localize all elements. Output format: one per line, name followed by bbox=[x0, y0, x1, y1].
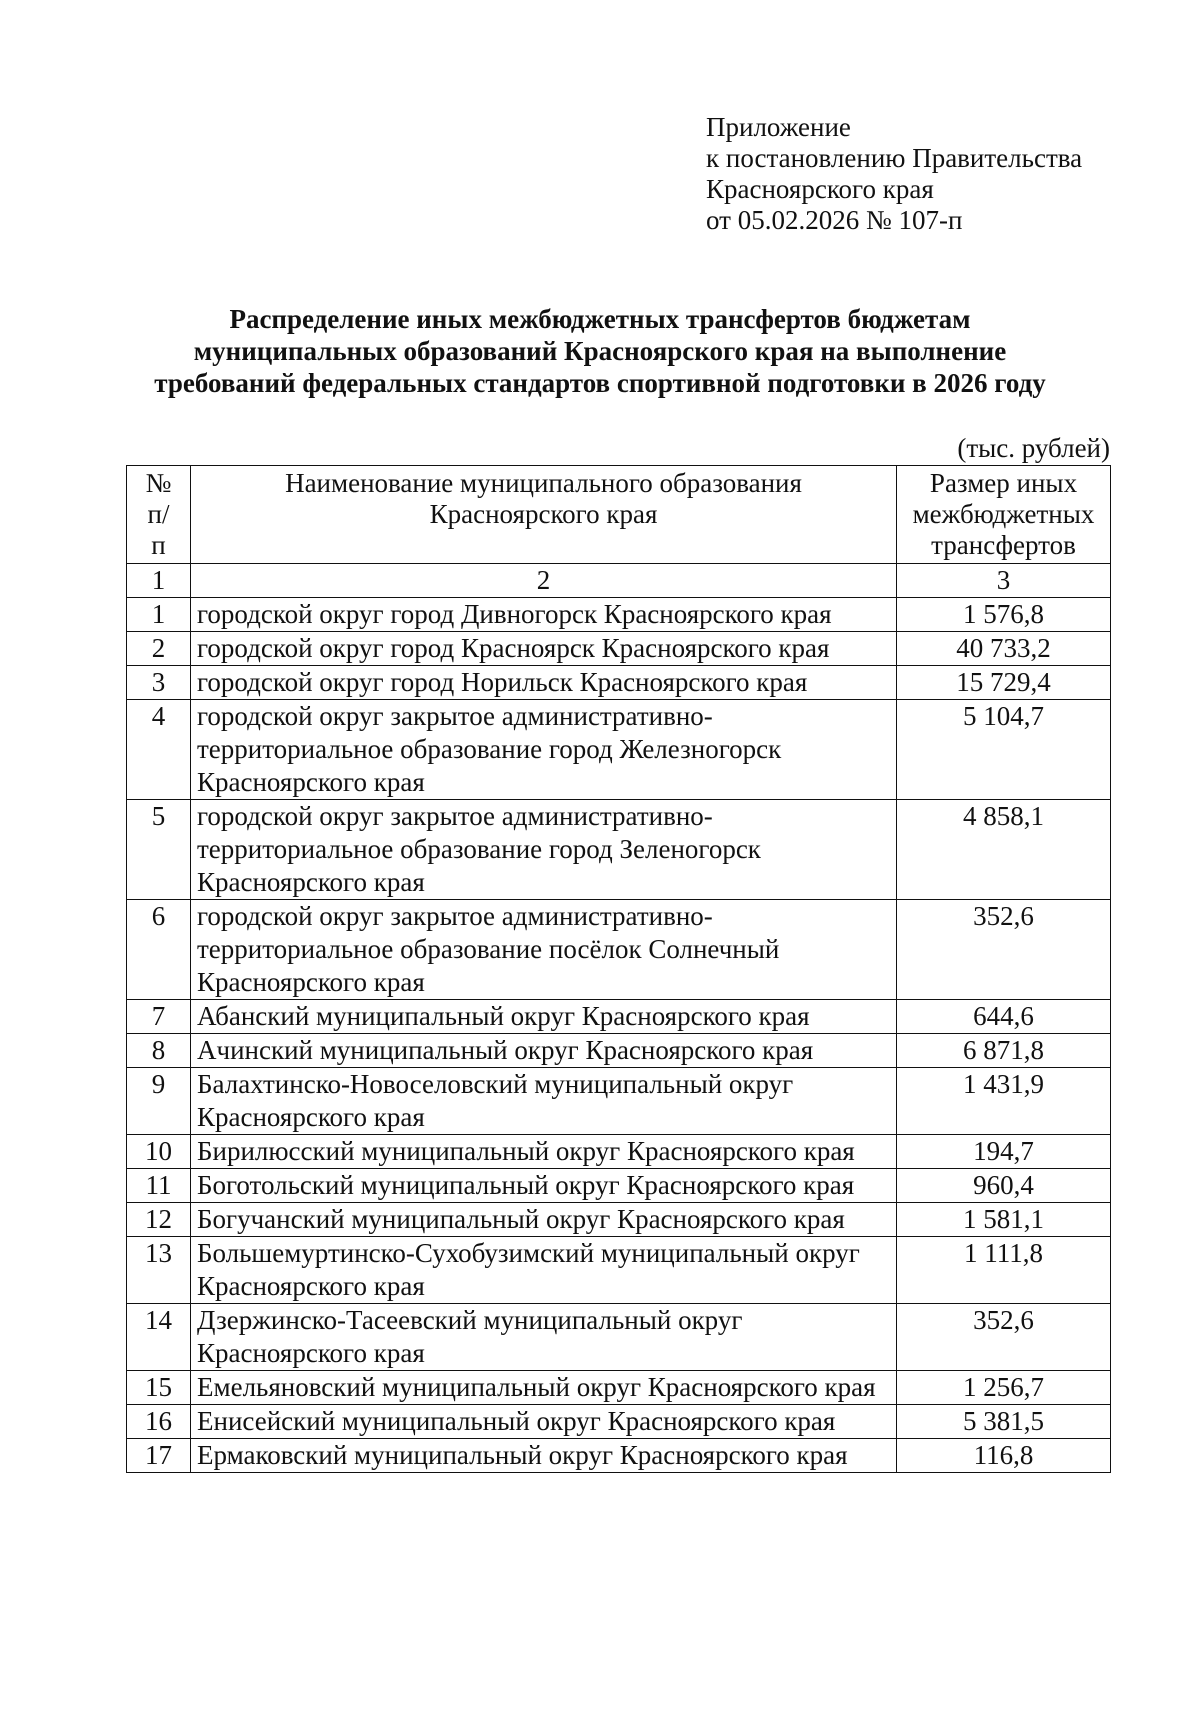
transfer-amount: 1 431,9 bbox=[897, 1068, 1111, 1135]
table-row bbox=[127, 900, 1111, 1000]
row-number: 10 bbox=[127, 1135, 191, 1169]
table-row bbox=[127, 800, 1111, 900]
title-line: требований федеральных стандартов спортивной подготовки в 2026 году bbox=[154, 368, 1046, 398]
transfer-amount: 116,8 bbox=[897, 1439, 1111, 1473]
municipality-name: городской округ город Красноярск Красноярского края bbox=[191, 632, 897, 666]
municipality-name: Емельяновский муниципальный округ Красноярского края bbox=[191, 1371, 897, 1405]
appendix-block bbox=[706, 112, 1082, 236]
appendix-line: от 05.02.2026 № 107-п bbox=[706, 205, 963, 235]
distribution-table bbox=[126, 465, 1111, 1473]
table-row bbox=[127, 1237, 1111, 1304]
table-row bbox=[127, 598, 1111, 632]
transfer-amount: 644,6 bbox=[897, 1000, 1111, 1034]
row-number: 7 bbox=[127, 1000, 191, 1034]
table-row bbox=[127, 666, 1111, 700]
row-number: 16 bbox=[127, 1405, 191, 1439]
row-number: 12 bbox=[127, 1203, 191, 1237]
transfer-amount: 960,4 bbox=[897, 1169, 1111, 1203]
appendix-line: к постановлению Правительства bbox=[706, 143, 1083, 173]
table-row bbox=[127, 1405, 1111, 1439]
row-number: 3 bbox=[127, 666, 191, 700]
transfer-amount: 352,6 bbox=[897, 1304, 1111, 1371]
row-number: 13 bbox=[127, 1237, 191, 1304]
column-number-row bbox=[127, 564, 1111, 598]
municipality-name: городской округ город Норильск Красноярского края bbox=[191, 666, 897, 700]
municipality-name: городской округ закрытое административно-территориальное образование город Железногорск Красноярского края bbox=[191, 700, 897, 800]
municipality-name: Абанский муниципальный округ Красноярского края bbox=[191, 1000, 897, 1034]
transfer-amount: 1 576,8 bbox=[897, 598, 1111, 632]
column-number: 3 bbox=[897, 564, 1111, 598]
table-row bbox=[127, 632, 1111, 666]
table-row bbox=[127, 1169, 1111, 1203]
row-number: 11 bbox=[127, 1169, 191, 1203]
header-name: Наименование муниципального образования Красноярского края bbox=[191, 466, 897, 564]
table-body bbox=[127, 598, 1111, 1473]
municipality-name: Дзержинско-Тасеевский муниципальный округ Красноярского края bbox=[191, 1304, 897, 1371]
municipality-name: Енисейский муниципальный округ Красноярского края bbox=[191, 1405, 897, 1439]
row-number: 5 bbox=[127, 800, 191, 900]
row-number: 1 bbox=[127, 598, 191, 632]
transfer-amount: 194,7 bbox=[897, 1135, 1111, 1169]
transfer-amount: 1 256,7 bbox=[897, 1371, 1111, 1405]
row-number: 4 bbox=[127, 700, 191, 800]
appendix-line: Красноярского края bbox=[706, 174, 934, 204]
row-number: 6 bbox=[127, 900, 191, 1000]
municipality-name: городской округ закрытое административно-территориальное образование город Зеленогорск Красноярского края bbox=[191, 800, 897, 900]
municipality-name: Ермаковский муниципальный округ Красноярского края bbox=[191, 1439, 897, 1473]
row-number: 8 bbox=[127, 1034, 191, 1068]
table-row bbox=[127, 1068, 1111, 1135]
municipality-name: Бирилюсский муниципальный округ Красноярского края bbox=[191, 1135, 897, 1169]
table-header-row bbox=[127, 466, 1111, 564]
row-number: 2 bbox=[127, 632, 191, 666]
row-number: 17 bbox=[127, 1439, 191, 1473]
table-row bbox=[127, 1000, 1111, 1034]
table-row bbox=[127, 1371, 1111, 1405]
transfer-amount: 5 104,7 bbox=[897, 700, 1111, 800]
municipality-name: городской округ город Дивногорск Красноярского края bbox=[191, 598, 897, 632]
municipality-name: Ачинский муниципальный округ Красноярского края bbox=[191, 1034, 897, 1068]
transfer-amount: 352,6 bbox=[897, 900, 1111, 1000]
municipality-name: Балахтинско-Новоселовский муниципальный округ Красноярского края bbox=[191, 1068, 897, 1135]
municipality-name: Боготольский муниципальный округ Красноярского края bbox=[191, 1169, 897, 1203]
table-row bbox=[127, 700, 1111, 800]
table-row bbox=[127, 1135, 1111, 1169]
table-row bbox=[127, 1304, 1111, 1371]
title-line: Распределение иных межбюджетных трансфертов бюджетам bbox=[229, 304, 971, 334]
title-line: муниципальных образований Красноярского края на выполнение bbox=[193, 336, 1007, 366]
municipality-name: Богучанский муниципальный округ Красноярского края bbox=[191, 1203, 897, 1237]
transfer-amount: 4 858,1 bbox=[897, 800, 1111, 900]
table-row bbox=[127, 1034, 1111, 1068]
transfer-amount: 5 381,5 bbox=[897, 1405, 1111, 1439]
column-number: 2 bbox=[191, 564, 897, 598]
document-title bbox=[100, 303, 1100, 399]
municipality-name: городской округ закрытое административно-территориальное образование посёлок Солнечный Красноярского края bbox=[191, 900, 897, 1000]
table-row bbox=[127, 1439, 1111, 1473]
row-number: 15 bbox=[127, 1371, 191, 1405]
appendix-line: Приложение bbox=[706, 112, 851, 142]
units-label: (тыс. рублей) bbox=[957, 433, 1110, 463]
municipality-name: Большемуртинско-Сухобузимский муниципальный округ Красноярского края bbox=[191, 1237, 897, 1304]
transfer-amount: 1 581,1 bbox=[897, 1203, 1111, 1237]
transfer-amount: 40 733,2 bbox=[897, 632, 1111, 666]
transfer-amount: 1 111,8 bbox=[897, 1237, 1111, 1304]
row-number: 14 bbox=[127, 1304, 191, 1371]
transfer-amount: 6 871,8 bbox=[897, 1034, 1111, 1068]
table-row bbox=[127, 1203, 1111, 1237]
header-amount: Размер иных межбюджетных трансфертов bbox=[897, 466, 1111, 564]
header-num: № п/п bbox=[127, 466, 191, 564]
row-number: 9 bbox=[127, 1068, 191, 1135]
column-number: 1 bbox=[127, 564, 191, 598]
transfer-amount: 15 729,4 bbox=[897, 666, 1111, 700]
